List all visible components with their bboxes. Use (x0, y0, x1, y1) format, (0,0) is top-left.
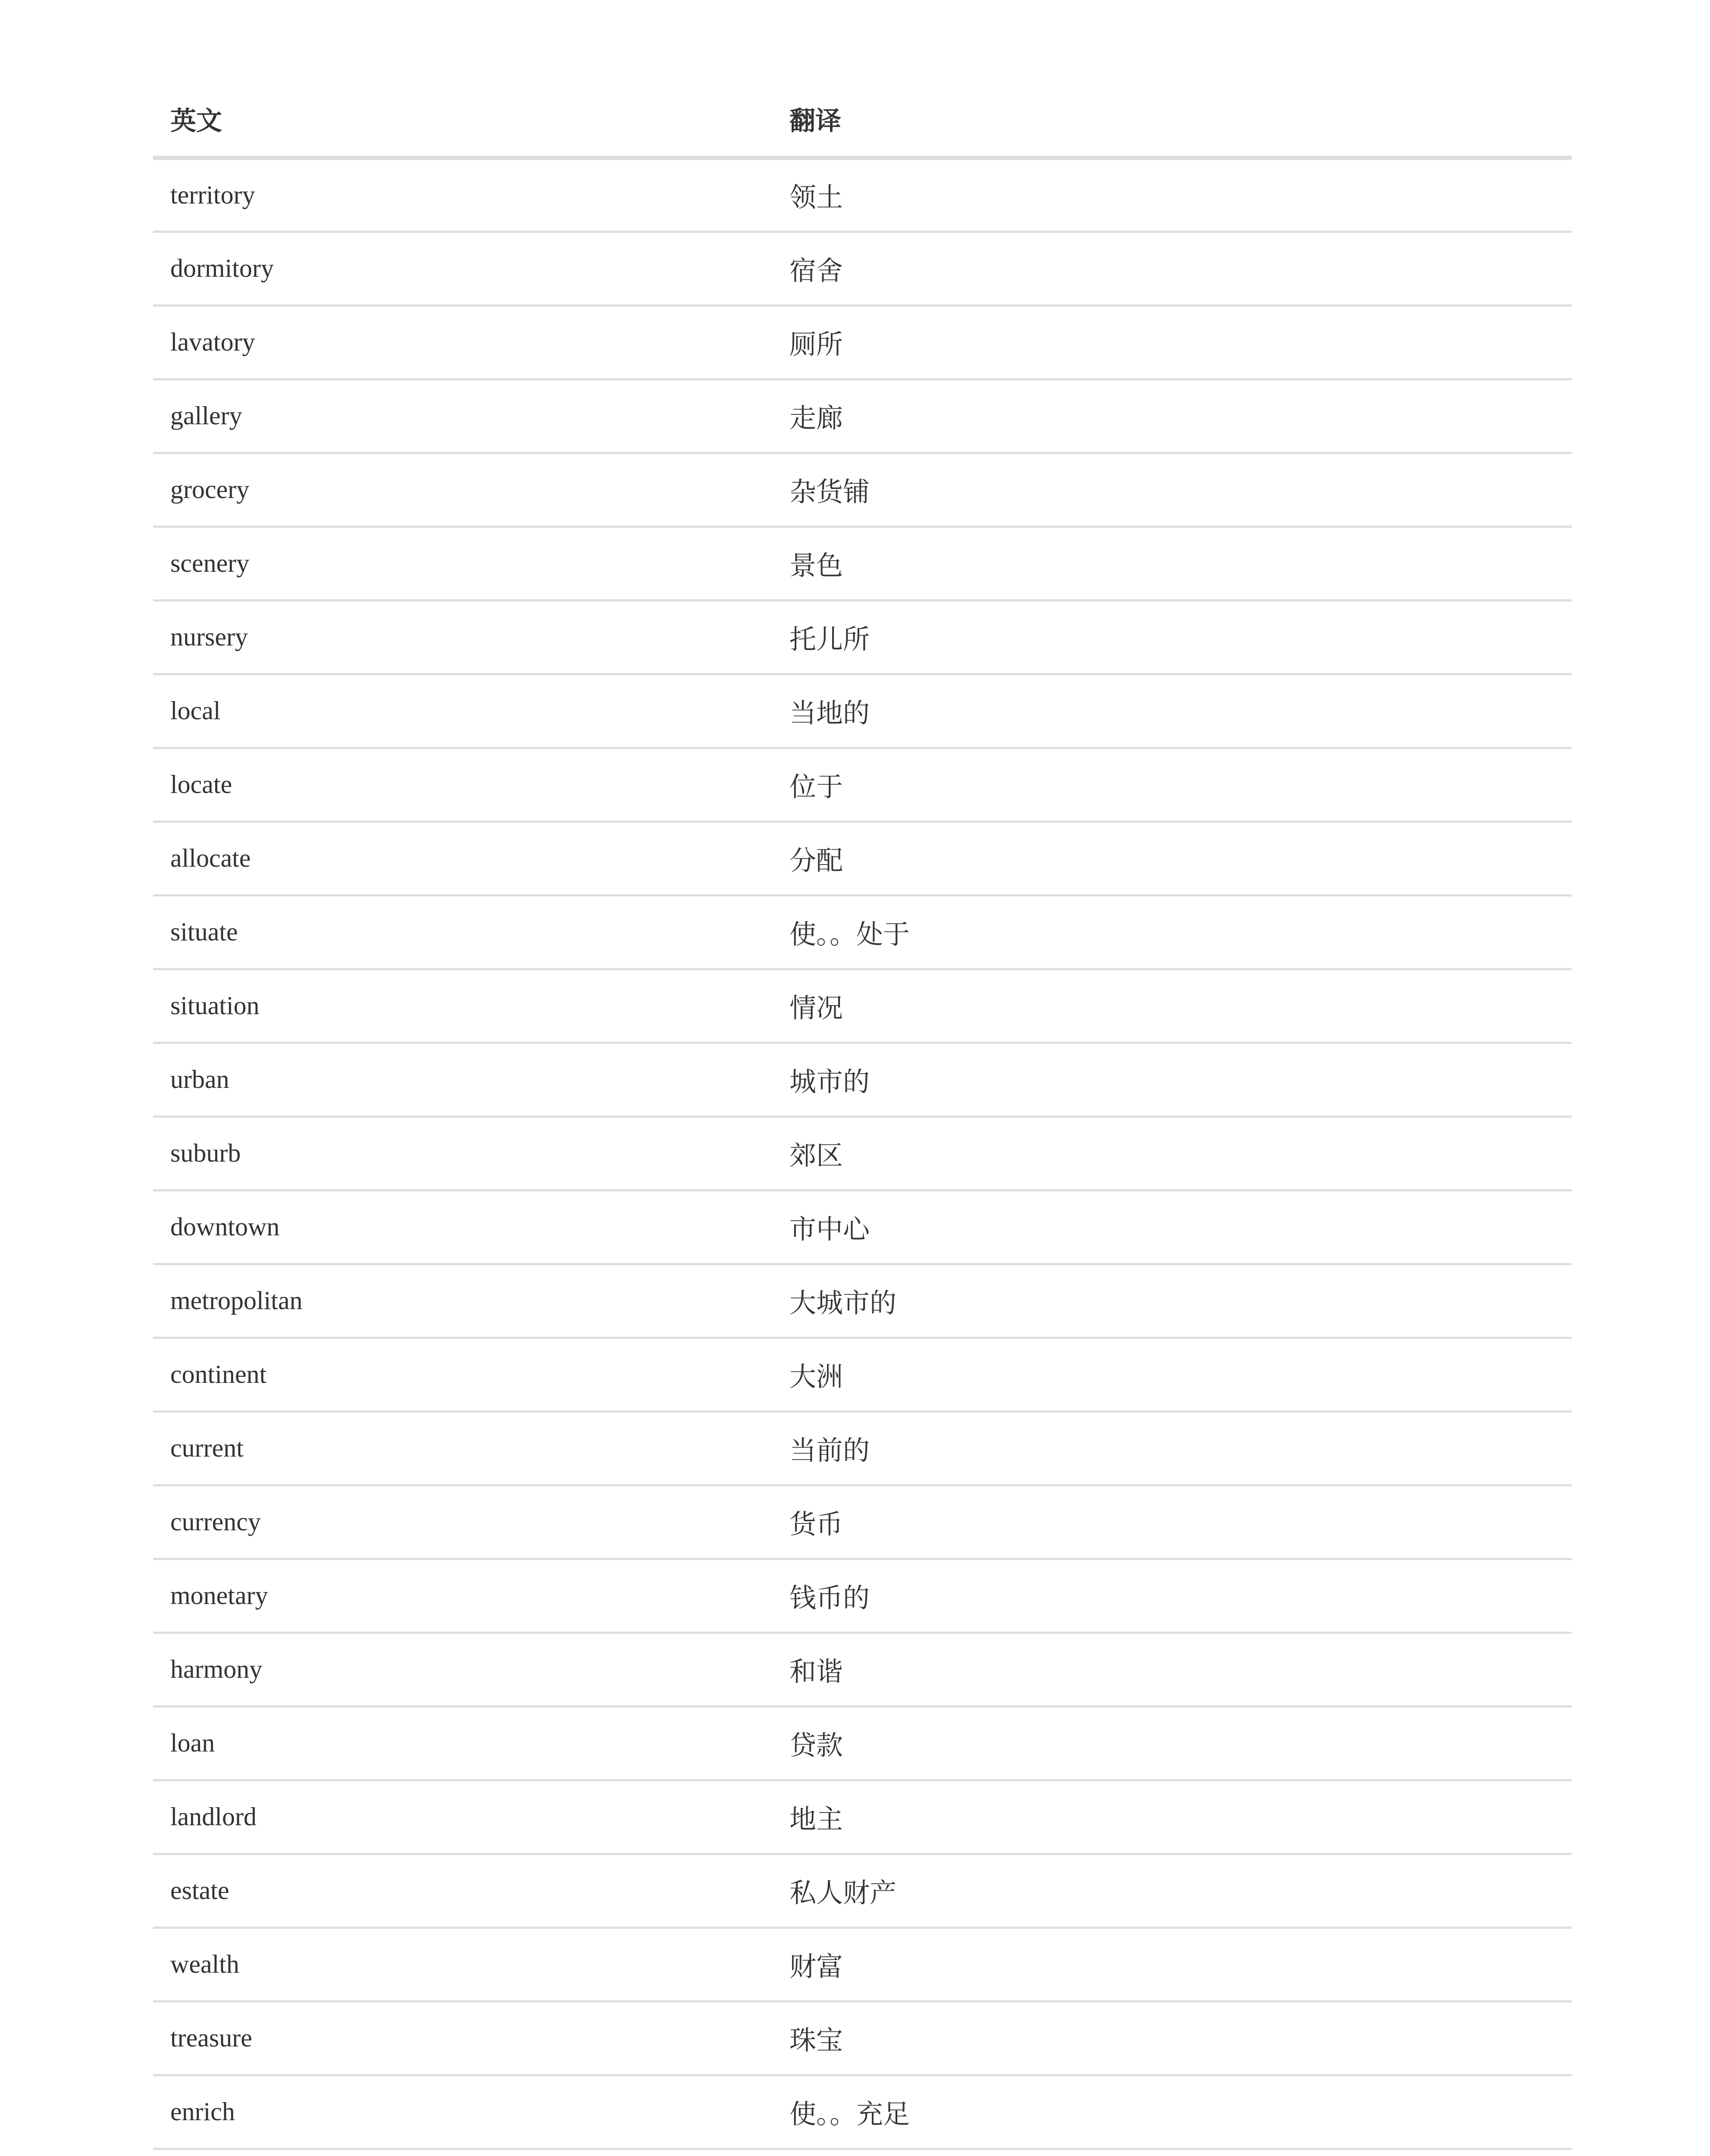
table-row (153, 232, 1572, 305)
chinese-translation: 当前的 (772, 1411, 1572, 1485)
english-word: lavatory (153, 305, 772, 379)
table-row (153, 158, 1572, 232)
table-row (153, 2075, 1572, 2149)
chinese-translation: 使。。处于 (772, 895, 1572, 969)
chinese-translation: 景色 (772, 526, 1572, 600)
table-row (153, 1190, 1572, 1264)
english-word: downtown (153, 1190, 772, 1264)
chinese-translation: 杂货铺 (772, 453, 1572, 526)
chinese-translation: 货币 (772, 1485, 1572, 1559)
table-row (153, 1116, 1572, 1190)
chinese-translation: 位于 (772, 748, 1572, 821)
vocabulary-table (153, 82, 1572, 2156)
chinese-translation: 情况 (772, 969, 1572, 1043)
table-row (153, 1043, 1572, 1116)
english-word: estate (153, 1854, 772, 1927)
english-word: locate (153, 748, 772, 821)
english-word: dormitory (153, 232, 772, 305)
english-word: metropolitan (153, 1264, 772, 1338)
english-word: suburb (153, 1116, 772, 1190)
english-word: landlord (153, 1780, 772, 1854)
vocabulary-sheet (153, 82, 1572, 2156)
english-word: grocery (153, 453, 772, 526)
english-word: situation (153, 969, 772, 1043)
chinese-translation: 财富 (772, 1927, 1572, 2001)
english-word: continent (153, 1338, 772, 1411)
english-word: enrich (153, 2075, 772, 2149)
english-word: allocate (153, 821, 772, 895)
header-english: 英文 (153, 82, 772, 158)
table-row (153, 453, 1572, 526)
english-word: treasure (153, 2001, 772, 2075)
chinese-translation: 托儿所 (772, 600, 1572, 674)
table-row (153, 821, 1572, 895)
table-row (153, 1706, 1572, 1780)
table-row (153, 305, 1572, 379)
chinese-translation: 私人财产 (772, 1854, 1572, 1927)
table-row (153, 748, 1572, 821)
header-row (153, 82, 1572, 158)
english-word (153, 2149, 772, 2156)
chinese-translation: 厕所 (772, 305, 1572, 379)
english-word: wealth (153, 1927, 772, 2001)
english-word: local (153, 674, 772, 748)
table-row (153, 1780, 1572, 1854)
english-word: harmony (153, 1633, 772, 1706)
table-row (153, 2149, 1572, 2156)
english-word: urban (153, 1043, 772, 1116)
table-row (153, 969, 1572, 1043)
table-row (153, 1338, 1572, 1411)
header-translation: 翻译 (772, 82, 1572, 158)
chinese-translation: 大洲 (772, 1338, 1572, 1411)
english-word: gallery (153, 379, 772, 453)
english-word: scenery (153, 526, 772, 600)
chinese-translation: 地主 (772, 1780, 1572, 1854)
table-row (153, 1264, 1572, 1338)
chinese-translation: 领土 (772, 158, 1572, 232)
table-row (153, 526, 1572, 600)
chinese-translation: 贷款 (772, 1706, 1572, 1780)
english-word: current (153, 1411, 772, 1485)
chinese-translation: 钱币的 (772, 1559, 1572, 1633)
chinese-translation: 走廊 (772, 379, 1572, 453)
english-word: territory (153, 158, 772, 232)
chinese-translation (772, 2149, 1572, 2156)
english-word: situate (153, 895, 772, 969)
table-row (153, 1854, 1572, 1927)
chinese-translation: 大城市的 (772, 1264, 1572, 1338)
chinese-translation: 当地的 (772, 674, 1572, 748)
chinese-translation: 宿舍 (772, 232, 1572, 305)
table-row (153, 600, 1572, 674)
english-word: nursery (153, 600, 772, 674)
table-row (153, 1633, 1572, 1706)
chinese-translation: 使。。充足 (772, 2075, 1572, 2149)
chinese-translation: 和谐 (772, 1633, 1572, 1706)
chinese-translation: 城市的 (772, 1043, 1572, 1116)
english-word: monetary (153, 1559, 772, 1633)
english-word: currency (153, 1485, 772, 1559)
table-row (153, 2001, 1572, 2075)
table-row (153, 379, 1572, 453)
chinese-translation: 珠宝 (772, 2001, 1572, 2075)
table-row (153, 1485, 1572, 1559)
table-row (153, 1559, 1572, 1633)
english-word: loan (153, 1706, 772, 1780)
table-row (153, 895, 1572, 969)
chinese-translation: 郊区 (772, 1116, 1572, 1190)
chinese-translation: 分配 (772, 821, 1572, 895)
table-row (153, 1927, 1572, 2001)
table-body (153, 158, 1572, 2156)
table-header (153, 82, 1572, 158)
table-row (153, 1411, 1572, 1485)
chinese-translation: 市中心 (772, 1190, 1572, 1264)
table-row (153, 674, 1572, 748)
